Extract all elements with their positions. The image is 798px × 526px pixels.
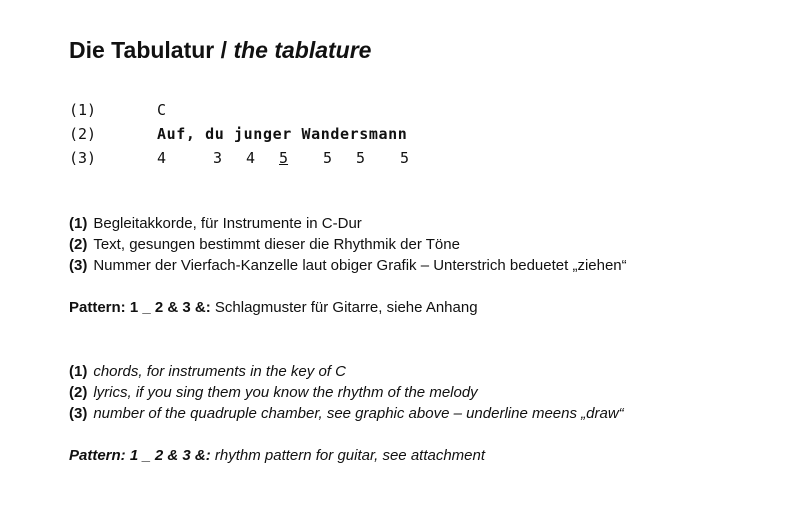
page-title xyxy=(69,37,371,64)
note-text: Text, gesungen bestimmt dieser die Rhythmik der Töne xyxy=(93,236,460,253)
hole-number: 4 xyxy=(157,149,167,167)
pattern-label: Pattern: 1 _ 2 & 3 &: xyxy=(69,447,211,464)
note-marker: (1) xyxy=(69,215,88,232)
hole-number: 4 xyxy=(246,149,256,167)
hole-number: 5 xyxy=(323,149,333,167)
note-line xyxy=(69,234,627,255)
pattern-text: Schlagmuster für Gitarre, siehe Anhang xyxy=(214,299,478,316)
pattern-english xyxy=(69,445,485,466)
note-marker: (1) xyxy=(69,363,88,380)
notes-german xyxy=(69,213,627,276)
note-marker: (3) xyxy=(69,405,88,422)
note-line xyxy=(69,403,624,424)
note-line xyxy=(69,213,627,234)
hole-number: 5 xyxy=(400,149,410,167)
note-marker: (2) xyxy=(69,236,88,253)
note-marker: (2) xyxy=(69,384,88,401)
pattern-german xyxy=(69,297,478,318)
row-number: (3) xyxy=(69,149,97,167)
note-text: Nummer der Vierfach-Kanzelle laut obiger Grafik – Unterstrich beduetet „ziehen“ xyxy=(93,257,627,274)
hole-number: 5 xyxy=(356,149,366,167)
note-line xyxy=(69,255,627,276)
note-text: Begleitakkorde, für Instrumente in C-Dur xyxy=(93,215,362,232)
pattern-label: Pattern: 1 _ 2 & 3 &: xyxy=(69,299,211,316)
note-marker: (3) xyxy=(69,257,88,274)
lyrics-line: Auf, du junger Wandersmann xyxy=(157,125,408,143)
note-text: lyrics, if you sing them you know the rhythm of the melody xyxy=(93,384,478,401)
note-line xyxy=(69,382,624,403)
notes-english xyxy=(69,361,624,424)
title-german: Die Tabulatur / xyxy=(69,37,228,63)
pattern-text: rhythm pattern for guitar, see attachment xyxy=(214,447,486,464)
note-text: chords, for instruments in the key of C xyxy=(93,363,346,380)
note-line xyxy=(69,361,624,382)
row-number: (1) xyxy=(69,101,97,119)
hole-number: 3 xyxy=(213,149,223,167)
row-number: (2) xyxy=(69,125,97,143)
chord-label: C xyxy=(157,101,167,119)
title-english: the tablature xyxy=(233,37,372,63)
hole-number-draw: 5 xyxy=(279,149,289,167)
note-text: number of the quadruple chamber, see graphic above – underline meens „draw“ xyxy=(93,405,624,422)
